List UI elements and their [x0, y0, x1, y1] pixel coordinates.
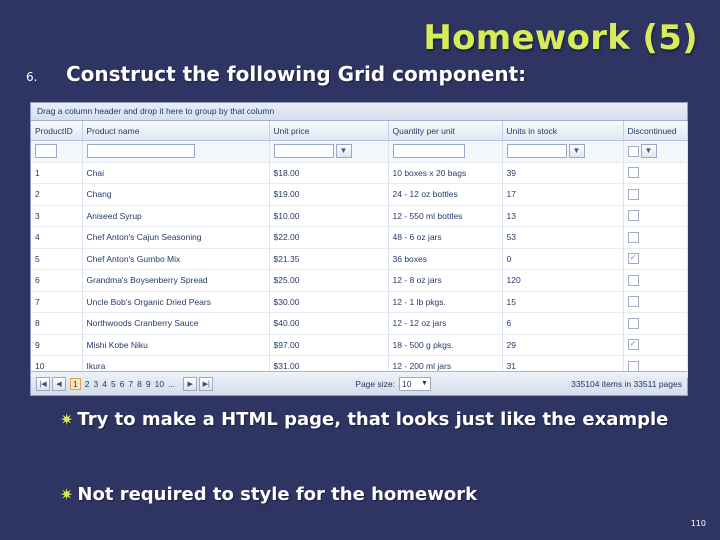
- page-size-label: Page size:: [355, 378, 395, 389]
- cell-quantity: 48 - 6 oz jars: [388, 227, 502, 249]
- filter-input-units-in-stock[interactable]: [507, 144, 567, 158]
- page-number-link[interactable]: 5: [110, 378, 116, 389]
- column-header-discontinued[interactable]: Discontinued: [623, 121, 687, 141]
- page-number-link[interactable]: 2: [84, 378, 90, 389]
- page-numbers: [68, 379, 177, 389]
- cell-product-name: Aniseed Syrup: [82, 205, 269, 227]
- unchecked-checkbox[interactable]: [628, 210, 639, 221]
- table-row[interactable]: [31, 227, 687, 249]
- cell-unit-price: $40.00: [269, 313, 388, 335]
- cell-discontinued: [623, 248, 687, 270]
- cell-product-name: Chef Anton's Cajun Seasoning: [82, 227, 269, 249]
- cell-productid: 9: [31, 334, 82, 356]
- cell-productid: 5: [31, 248, 82, 270]
- cell-units-in-stock: 0: [502, 248, 623, 270]
- grid-body: [31, 162, 687, 377]
- unchecked-checkbox[interactable]: [628, 275, 639, 286]
- filter-funnel-icon[interactable]: ▼: [641, 144, 657, 158]
- unchecked-checkbox[interactable]: [628, 189, 639, 200]
- cell-units-in-stock: 17: [502, 184, 623, 206]
- unchecked-checkbox[interactable]: [628, 296, 639, 307]
- cell-discontinued: [623, 184, 687, 206]
- filter-funnel-icon[interactable]: ▼: [569, 144, 585, 158]
- pager: [31, 371, 687, 395]
- bullet-star-icon: ✷: [60, 485, 74, 504]
- column-header-units-in-stock[interactable]: Units in stock: [502, 121, 623, 141]
- page-number-link[interactable]: 1: [70, 378, 81, 390]
- cell-product-name: Grandma's Boysenberry Spread: [82, 270, 269, 292]
- group-by-panel[interactable]: Drag a column header and drop it here to group by that column: [31, 103, 687, 121]
- prev-page-icon[interactable]: ◀: [52, 377, 66, 391]
- chevron-down-icon: ▼: [421, 379, 428, 387]
- page-number-link[interactable]: 8: [137, 378, 142, 389]
- cell-productid: 1: [31, 162, 82, 184]
- column-header-unit-price[interactable]: Unit price: [269, 121, 388, 141]
- cell-product-name: Chef Anton's Gumbo Mix: [82, 248, 269, 270]
- cell-product-name: Chai: [82, 162, 269, 184]
- first-page-icon[interactable]: |◀: [36, 377, 50, 391]
- page-number-link[interactable]: ...: [168, 378, 176, 389]
- column-header-product-name[interactable]: Product name: [82, 121, 269, 141]
- bullet-2: ✷ Not required to style for the homework: [60, 484, 478, 505]
- checked-checkbox[interactable]: ✓: [628, 339, 639, 350]
- cell-unit-price: $22.00: [269, 227, 388, 249]
- table-row[interactable]: [31, 334, 687, 356]
- cell-units-in-stock: 29: [502, 334, 623, 356]
- cell-unit-price: $21.35: [269, 248, 388, 270]
- cell-units-in-stock: 13: [502, 205, 623, 227]
- cell-quantity: 12 - 12 oz jars: [388, 313, 502, 335]
- cell-unit-price: $19.00: [269, 184, 388, 206]
- cell-units-in-stock: 15: [502, 291, 623, 313]
- filter-funnel-icon[interactable]: ▼: [336, 144, 352, 158]
- cell-quantity: 18 - 500 g pkgs.: [388, 334, 502, 356]
- table-row[interactable]: [31, 248, 687, 270]
- page-number-link[interactable]: 6: [119, 378, 125, 389]
- unchecked-checkbox[interactable]: [628, 232, 639, 243]
- cell-product-name: Northwoods Cranberry Sauce: [82, 313, 269, 335]
- grid-component: [30, 102, 688, 396]
- column-header-productid[interactable]: ProductID: [31, 121, 82, 141]
- cell-discontinued: [623, 270, 687, 292]
- unchecked-checkbox[interactable]: [628, 167, 639, 178]
- cell-quantity: 12 - 200 ml jars: [388, 356, 502, 378]
- cell-discontinued: [623, 313, 687, 335]
- header-row: [31, 121, 687, 141]
- page-number-link[interactable]: 7: [128, 378, 134, 389]
- bullet-1: ✷ Try to make a HTML page, that looks just like the example: [60, 409, 669, 430]
- cell-discontinued: [623, 205, 687, 227]
- cell-productid: 10: [31, 356, 82, 378]
- cell-product-name: Ikura: [82, 356, 269, 378]
- cell-units-in-stock: 39: [502, 162, 623, 184]
- cell-unit-price: $18.00: [269, 162, 388, 184]
- grid-table: [31, 121, 688, 378]
- cell-productid: 3: [31, 205, 82, 227]
- column-header-quantity[interactable]: Quantity per unit: [388, 121, 502, 141]
- item-number: 6.: [26, 70, 38, 84]
- page-number-link[interactable]: 3: [93, 378, 99, 389]
- bullet-star-icon: ✷: [60, 410, 74, 429]
- item-heading: Construct the following Grid component:: [66, 62, 527, 86]
- cell-unit-price: $30.00: [269, 291, 388, 313]
- cell-units-in-stock: 6: [502, 313, 623, 335]
- cell-units-in-stock: 53: [502, 227, 623, 249]
- cell-quantity: 12 - 1 lb pkgs.: [388, 291, 502, 313]
- cell-productid: 6: [31, 270, 82, 292]
- cell-units-in-stock: 120: [502, 270, 623, 292]
- last-page-icon[interactable]: ▶|: [199, 377, 213, 391]
- next-page-icon[interactable]: ▶: [183, 377, 197, 391]
- table-row[interactable]: [31, 270, 687, 292]
- table-row[interactable]: [31, 313, 687, 335]
- table-row[interactable]: [31, 162, 687, 184]
- cell-discontinued: [623, 291, 687, 313]
- filter-input-product-name[interactable]: [87, 144, 195, 158]
- cell-unit-price: $97.00: [269, 334, 388, 356]
- cell-product-name: Uncle Bob's Organic Dried Pears: [82, 291, 269, 313]
- cell-discontinued: [623, 227, 687, 249]
- filter-checkbox-discontinued[interactable]: [628, 146, 639, 157]
- cell-discontinued: [623, 334, 687, 356]
- cell-product-name: Chang: [82, 184, 269, 206]
- slide-title: Homework (5): [423, 18, 698, 58]
- cell-discontinued: [623, 162, 687, 184]
- table-row[interactable]: [31, 291, 687, 313]
- cell-quantity: 12 - 550 ml bottles: [388, 205, 502, 227]
- page-number-link[interactable]: 4: [102, 378, 107, 389]
- cell-product-name: Mishi Kobe Niku: [82, 334, 269, 356]
- cell-productid: 4: [31, 227, 82, 249]
- cell-units-in-stock: 31: [502, 356, 623, 378]
- filter-row: [31, 141, 687, 163]
- page-number: 110: [690, 519, 706, 528]
- unchecked-checkbox[interactable]: [628, 318, 639, 329]
- cell-unit-price: $25.00: [269, 270, 388, 292]
- filter-input-unit-price[interactable]: [274, 144, 334, 158]
- checked-checkbox[interactable]: ✓: [628, 253, 639, 264]
- filter-input-productid[interactable]: [35, 144, 57, 158]
- cell-unit-price: $31.00: [269, 356, 388, 378]
- cell-productid: 8: [31, 313, 82, 335]
- cell-unit-price: $10.00: [269, 205, 388, 227]
- cell-quantity: 36 boxes: [388, 248, 502, 270]
- page-number-link[interactable]: 10: [154, 378, 165, 389]
- cell-quantity: 24 - 12 oz bottles: [388, 184, 502, 206]
- table-row[interactable]: [31, 205, 687, 227]
- page-size-select[interactable]: 10 ▼: [399, 377, 431, 391]
- cell-quantity: 10 boxes x 20 bags: [388, 162, 502, 184]
- cell-productid: 7: [31, 291, 82, 313]
- pager-info: 335104 items in 33511 pages: [571, 378, 682, 389]
- cell-quantity: 12 - 8 oz jars: [388, 270, 502, 292]
- table-row[interactable]: [31, 184, 687, 206]
- page-number-link[interactable]: 9: [145, 378, 151, 389]
- cell-productid: 2: [31, 184, 82, 206]
- filter-input-quantity[interactable]: [393, 144, 465, 158]
